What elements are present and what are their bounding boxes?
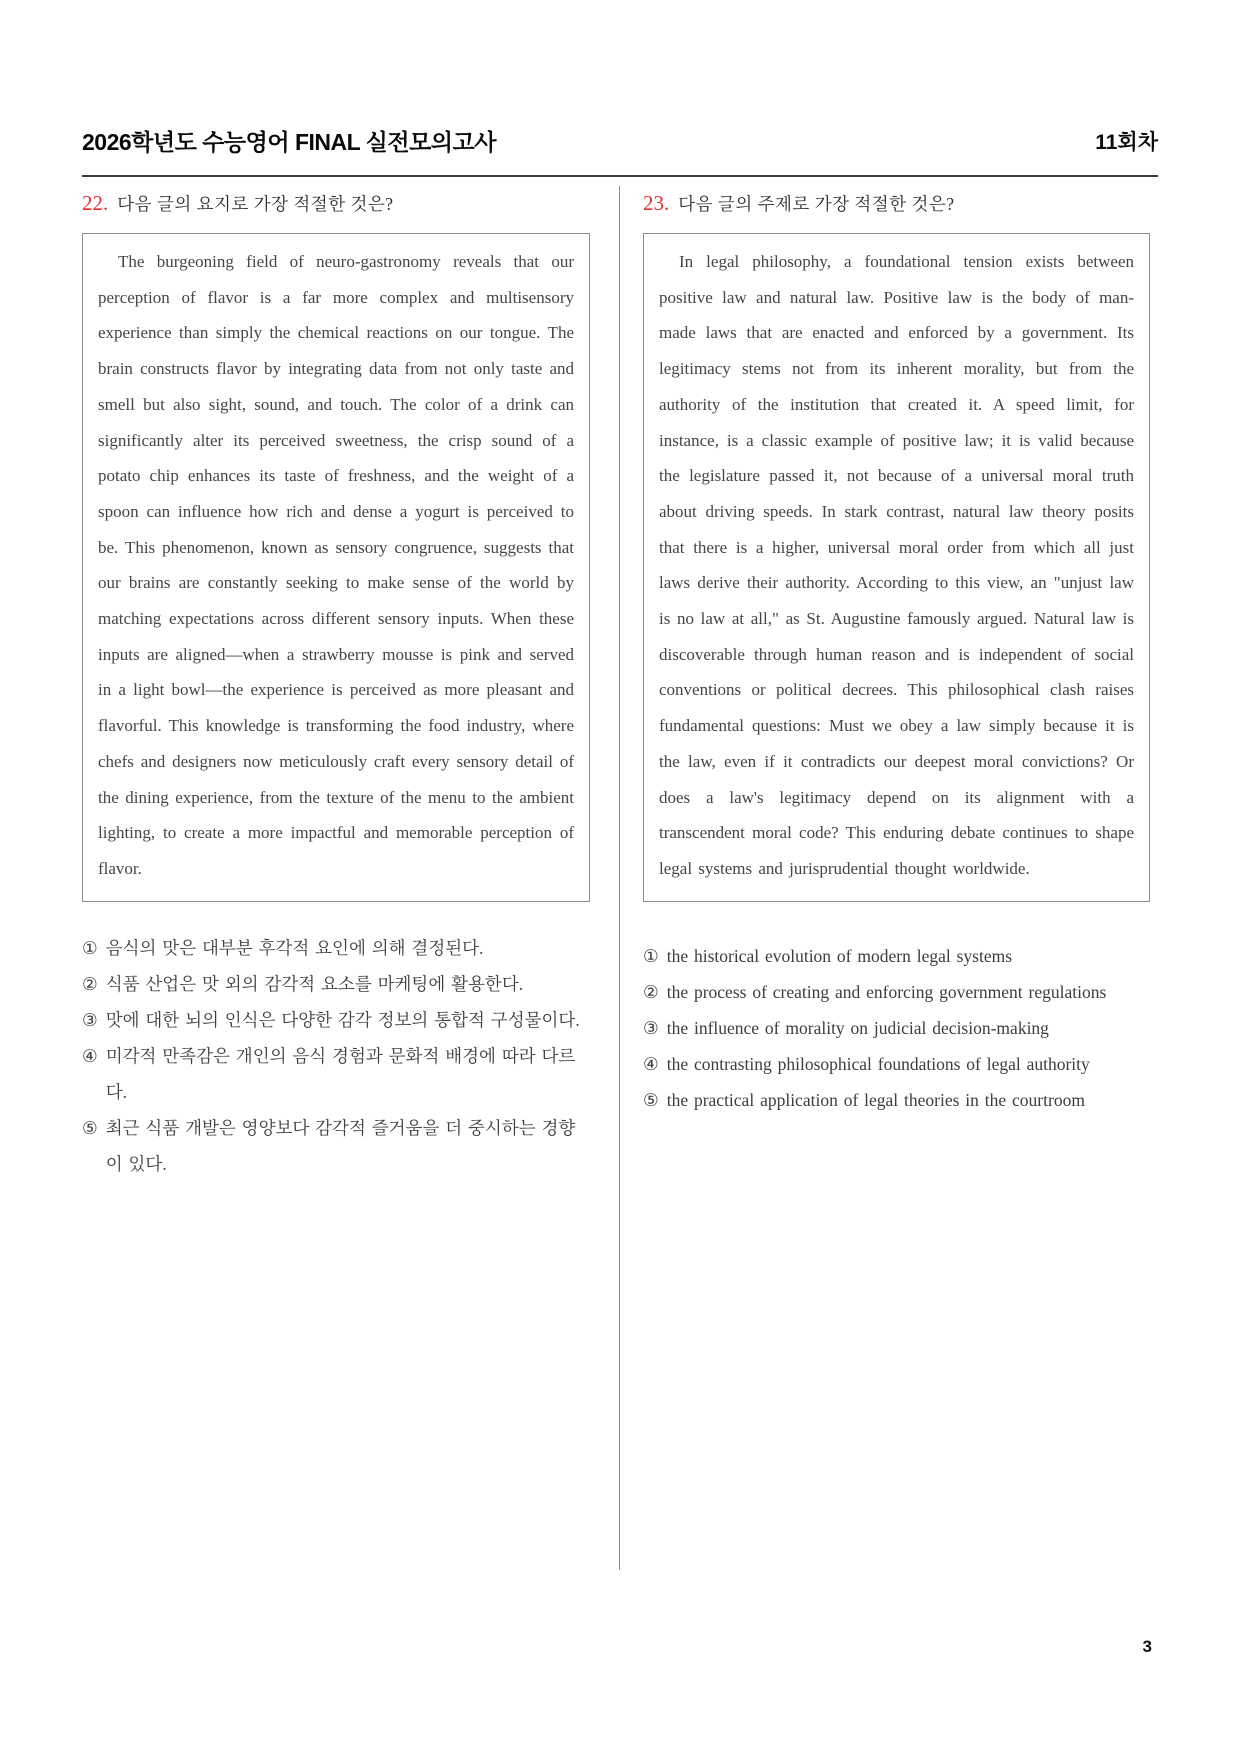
question-22-option-3 <box>82 1002 590 1038</box>
exam-title: 2026학년도 수능영어 FINAL 실전모의고사 <box>82 129 496 155</box>
question-22-passage: The burgeoning field of neuro-gastronomy reveals that our perception of flavor is a far more complex and multisensory experience than simply the chemical reactions on our tongue. The brain constructs flavor by integrating data from not only taste and smell but also sight, sound, and touch. The color of a drink can significantly alter its perceived sweetness, the crisp sound of a potato chip enhances its taste of freshness, and the weight of a spoon can influence how rich and dense a yogurt is perceived to be. This phenomenon, known as sensory congruence, suggests that our brains are constantly seeking to make sense of the world by matching expectations across different sensory inputs. When these inputs are aligned—when a strawberry mousse is pink and served in a light bowl—the experience is perceived as more pleasant and flavorful. This knowledge is transforming the food industry, where chefs and designers now meticulously craft every sensory detail of the dining experience, from the texture of the menu to the ambient lighting, to create a more impactful and memorable perception of flavor. <box>98 252 574 878</box>
question-22-heading <box>82 190 590 219</box>
question-22-option-5 <box>82 1110 590 1182</box>
option-text: the historical evolution of modern legal systems <box>666 945 1013 966</box>
question-23-option-5 <box>643 1082 1150 1118</box>
question-22-option-1 <box>82 930 590 966</box>
option-text: 음식의 맛은 대부분 후각적 요인에 의해 결정된다. <box>105 937 484 958</box>
option-text: the practical application of legal theories in the courtroom <box>666 1089 1085 1110</box>
option-text: 최근 식품 개발은 영양보다 감각적 즐거움을 더 중시하는 경향이 있다. <box>105 1117 576 1174</box>
question-22-number: 22. <box>82 191 109 215</box>
question-23-option-3 <box>643 1010 1150 1046</box>
question-22-prompt: 다음 글의 요지로 가장 적절한 것은? <box>117 194 394 214</box>
option-marker: ⑤ <box>82 1117 98 1138</box>
option-marker: ① <box>643 945 659 966</box>
option-marker: ③ <box>82 1009 98 1030</box>
question-23-number: 23. <box>643 191 670 215</box>
option-marker: ① <box>82 937 98 958</box>
left-column <box>82 186 590 1182</box>
question-23-passage: In legal philosophy, a foundational tension exists between positive law and natural law. Positive law is the body of man-made laws that are enacted and enforced by a government. Its legitimacy stems not from its inherent morality, but from the authority of the institution that created it. A speed limit, for instance, is a classic example of positive law; it is valid because the legislature passed it, not because of a universal moral truth about driving speeds. In stark contrast, natural law theory posits that there is a higher, universal moral order from which all just laws derive their authority. According to this view, an "unjust law is no law at all," as St. Augustine famously argued. Natural law is discoverable through human reason and is independent of social conventions or political decrees. This philosophical clash raises fundamental questions: Must we obey a law simply because it is the law, even if it contradicts our deepest moral convictions? Or does a law's legitimacy depend on its alignment with a transcendent moral code? This enduring debate continues to shape legal systems and jurisprudential thought worldwide. <box>659 252 1134 878</box>
option-marker: ③ <box>643 1017 659 1038</box>
option-text: the contrasting philosophical foundations of legal authority <box>666 1053 1090 1074</box>
page-number: 3 <box>1142 1637 1152 1656</box>
question-23-prompt: 다음 글의 주제로 가장 적절한 것은? <box>678 194 955 214</box>
question-23-options <box>643 938 1150 1118</box>
question-23-option-4 <box>643 1046 1150 1082</box>
question-22-options <box>82 930 590 1182</box>
option-marker: ② <box>643 981 659 1002</box>
option-text: the process of creating and enforcing government regulations <box>666 981 1107 1002</box>
column-divider <box>619 186 620 1570</box>
round-label: 11회차 <box>1095 131 1158 154</box>
question-22-option-2 <box>82 966 590 1002</box>
question-23-heading <box>643 190 1150 219</box>
header-rule <box>82 175 1158 177</box>
option-marker: ⑤ <box>643 1089 659 1110</box>
question-22-passage-box <box>82 233 590 902</box>
question-23-option-1 <box>643 938 1150 974</box>
option-marker: ② <box>82 973 98 994</box>
option-text: 맛에 대한 뇌의 인식은 다양한 감각 정보의 통합적 구성물이다. <box>105 1009 580 1030</box>
option-marker: ④ <box>82 1045 98 1066</box>
question-22-option-4 <box>82 1038 590 1110</box>
option-text: 식품 산업은 맛 외의 감각적 요소를 마케팅에 활용한다. <box>105 973 524 994</box>
question-23-passage-box <box>643 233 1150 902</box>
option-text: 미각적 만족감은 개인의 음식 경험과 문화적 배경에 따라 다르다. <box>105 1045 576 1102</box>
right-column <box>643 186 1150 1118</box>
option-text: the influence of morality on judicial decision-making <box>666 1017 1049 1038</box>
question-23-option-2 <box>643 974 1150 1010</box>
option-marker: ④ <box>643 1053 659 1074</box>
